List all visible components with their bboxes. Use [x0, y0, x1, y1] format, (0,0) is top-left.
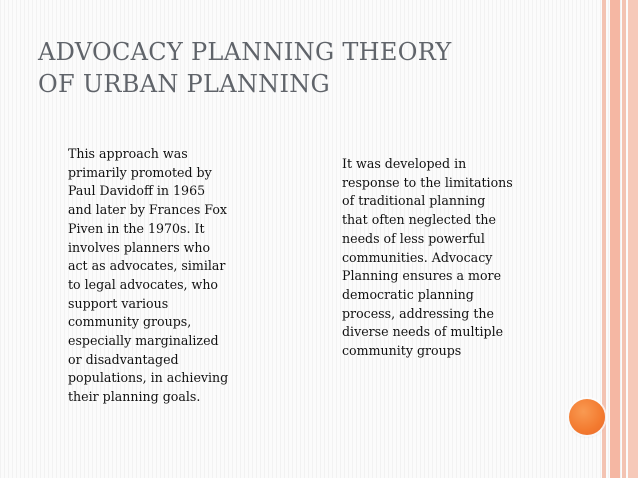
text-line: that often neglected the	[342, 212, 496, 228]
text-line: their planning goals.	[68, 389, 201, 405]
slide-title	[38, 36, 578, 100]
orange-circle-decoration	[569, 399, 605, 435]
text-line: to legal advocates, who	[68, 276, 219, 292]
text-line: support various	[68, 295, 169, 311]
text-line: It was developed in	[342, 156, 467, 171]
text-line: especially marginalized	[68, 333, 219, 349]
text-line: democratic planning	[342, 286, 474, 302]
text-line: community groups,	[68, 314, 192, 330]
text-line: response to the limitations	[342, 174, 513, 190]
decorative-stripe	[628, 0, 638, 478]
slide-title-line: OF URBAN PLANNING	[38, 70, 331, 98]
text-line: or disadvantaged	[68, 351, 179, 367]
text-line: primarily promoted by	[68, 164, 212, 180]
text-line: involves planners who	[68, 239, 211, 255]
text-line: act as advocates, similar	[68, 258, 226, 274]
text-line: Planning ensures a more	[342, 268, 502, 284]
text-line: Paul Davidoff in 1965	[68, 183, 206, 199]
text-line: of traditional planning	[342, 193, 486, 209]
text-line: community groups	[342, 343, 462, 359]
text-line: process, addressing the	[342, 305, 494, 321]
decorative-stripe	[610, 0, 620, 478]
decorative-stripe	[602, 0, 606, 478]
text-line: diverse needs of multiple	[342, 324, 504, 340]
slide-title-line: ADVOCACY PLANNING THEORY	[38, 38, 452, 66]
text-line: This approach was	[68, 146, 188, 161]
right-text-column	[342, 155, 556, 361]
text-line: communities. Advocacy	[342, 249, 493, 265]
text-line: populations, in achieving	[68, 370, 229, 386]
decorative-stripe	[622, 0, 626, 478]
text-line: Piven in the 1970s. It	[68, 220, 205, 236]
left-text-column	[68, 145, 274, 407]
text-line: and later by Frances Fox	[68, 202, 228, 218]
text-line: needs of less powerful	[342, 230, 485, 246]
